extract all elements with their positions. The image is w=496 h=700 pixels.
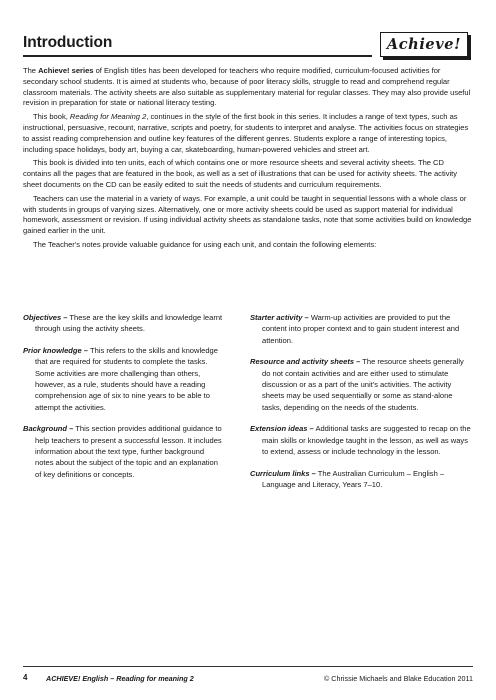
extension-ideas-text: Additional tasks are suggested to recap on the main skills or knowledge taught in the lesson, as well as ways to extend, assess or include technology in the lesson.: [262, 424, 471, 456]
curriculum-links-entry: [250, 468, 472, 491]
intro-paragraph-4: Teachers can use the material in a variety of ways. For example, a unit could be taught in sequential lessons with a whole class or with students in groups of varying sizes. Alternatively, one or more activity sheets could be used as support material for individual homework, assessment or revision. If using individual activity sheets as standalone tasks, note that some activities build on knowledge gained earlier in the unit.: [23, 193, 472, 236]
extension-ideas-entry: [250, 423, 472, 457]
background-text: This section provides additional guidance to help teachers to present a successful lesson. It includes information about the text type, further background notes about the subject of the topic and an explanation of key definitions or concepts.: [35, 424, 222, 479]
objectives-text: These are the key skills and knowledge learnt through using the activity sheets.: [35, 313, 223, 334]
prior-knowledge-term: Prior knowledge –: [23, 346, 89, 356]
achieve-logo: [380, 32, 473, 62]
book-title: Reading for Meaning 2: [69, 112, 147, 122]
curriculum-links-text: The Australian Curriculum – English – Language and Literacy, Years 7–10.: [262, 468, 445, 490]
series-name: Achieve! series: [38, 66, 94, 75]
p1-rest: of English titles has been developed for teachers who require modified, curriculum-focused activities for secondary school students. It is aimed at students who, because of poor literacy skills, struggle to read and comprehend regular classroom materials. The activity sheets are also suitable as supplementary material for regular classes. They may also provide useful revision in preparation for state or national literacy testing.: [23, 66, 471, 108]
intro-paragraph-3: This book is divided into ten units, each of which contains one or more resource sheets and several activity sheets. The CD contains all the pages that are featured in the book, as well as a set of illustrations that can be used for activity sheets. The activity sheet documents on the CD can be easily edited to suit the needs of students and curriculum requirements.: [23, 158, 458, 189]
footer-rule: [23, 666, 473, 667]
footer-series-title: ACHIEVE! English – Reading for meaning 2: [46, 674, 194, 683]
elements-right-column: [250, 312, 472, 501]
logo-text: Achieve!: [380, 32, 468, 57]
resource-sheets-entry: [250, 356, 472, 412]
objectives-entry: [23, 312, 223, 335]
objectives-term: Objectives –: [23, 313, 68, 322]
prior-knowledge-entry: [23, 345, 223, 413]
starter-activity-term: Starter activity –: [250, 313, 309, 322]
resource-sheets-text: The resource sheets generally do not contain activities and are either used to stimulate discussion or as a part of the unit's activities. The activity sheets may be used sequentially or some as stand-alone tasks, depending on the needs of the students.: [262, 357, 464, 412]
intro-paragraph-2: [23, 112, 473, 155]
intro-paragraph-5: The Teacher's notes provide valuable guidance for using each unit, and contain the following elements:: [33, 239, 377, 249]
p2-lead: This book,: [33, 112, 70, 122]
elements-left-column: [23, 312, 223, 490]
page-title: Introduction: [23, 34, 113, 51]
page-number: 4: [23, 673, 28, 682]
introduction-body: [23, 66, 473, 254]
starter-activity-text: Warm-up activities are provided to put the content into proper context and to gain student interest and attention.: [262, 313, 460, 345]
resource-sheets-term: Resource and activity sheets –: [250, 357, 361, 367]
curriculum-links-term: Curriculum links –: [250, 468, 316, 478]
background-term: Background –: [23, 424, 74, 434]
p2-rest: , continues in the style of the first book in this series. It includes a range of text types, such as instructional, persuasive, recount, narrative, scripts and poetry, for students to interpret and analyse. The activities focus on strategies to assist reading comprehension and outline key features of the different genres. Students explore a range of interesting topics, including space holidays, body art, buying a car, skateboarding, human-powered vehicles and street art.: [23, 112, 469, 154]
footer-copyright: © Chrissie Michaels and Blake Education 2011: [324, 674, 473, 683]
title-underline: [23, 55, 372, 57]
intro-paragraph-1: [23, 66, 473, 109]
background-entry: [23, 423, 223, 479]
extension-ideas-term: Extension ideas –: [250, 424, 314, 434]
p1-lead: The: [23, 66, 39, 75]
prior-knowledge-text: This refers to the skills and knowledge that are required for students to complete the tasks. Some activities are more challenging than others, however, as a rule, students should have a reading comprehension age of six to nine years to be able to attempt the activities.: [35, 346, 218, 412]
starter-activity-entry: [250, 312, 472, 346]
